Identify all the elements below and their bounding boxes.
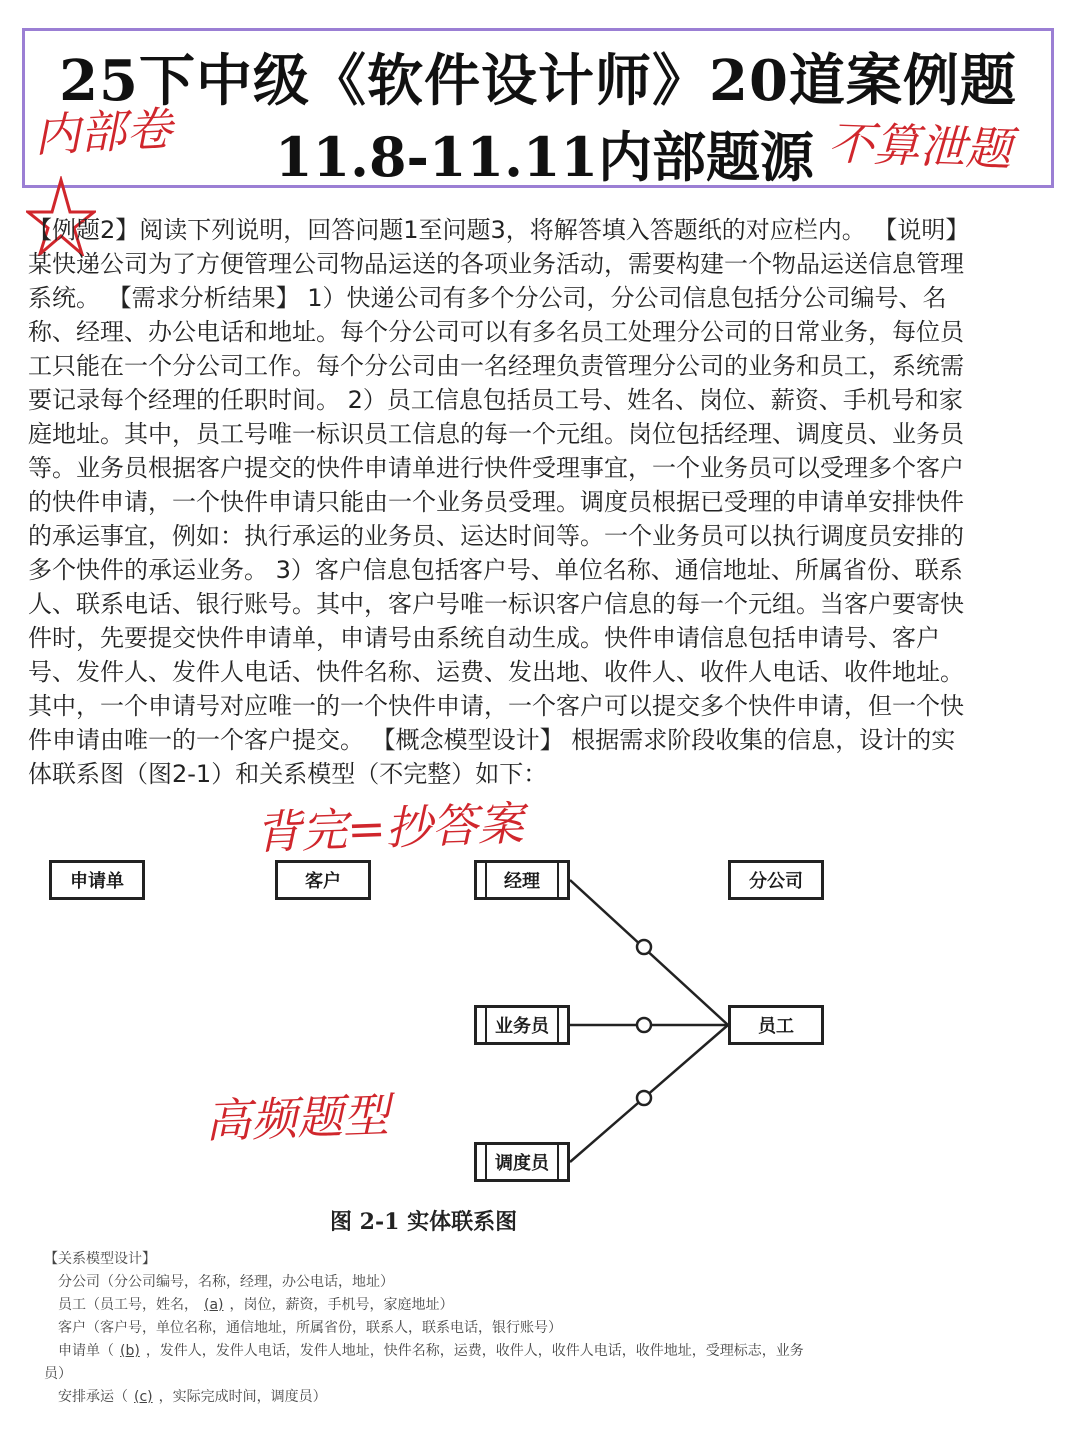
relation-prefix: 分公司（分公司编号，名称，经理，办公电话，地址）	[58, 1274, 394, 1290]
relation-row	[44, 1386, 944, 1409]
entity-salesman: 业务员	[474, 1005, 570, 1045]
handwritten-note-right: 不算泄题	[827, 115, 1013, 177]
entity-customer: 客户	[275, 860, 371, 900]
relation-prefix: 员）	[44, 1366, 72, 1382]
entity-application: 申请单	[49, 860, 145, 900]
text-line: 庭地址。其中，员工号唯一标识员工信息的每一个元组。岗位包括经理、调度员、业务员	[28, 420, 964, 448]
text-line: 体联系图（图2-1）和关系模型（不完整）如下：	[28, 760, 548, 788]
answer-blank: (c)	[134, 1389, 153, 1405]
entity-manager: 经理	[474, 860, 570, 900]
handwritten-note-left: 内部卷	[32, 101, 174, 163]
text-line: 称、经理、办公电话和地址。每个分公司可以有多名员工处理分公司的日常业务，每位员	[28, 318, 964, 346]
relation-suffix: ，实际完成时间，调度员）	[158, 1389, 327, 1405]
answer-blank: (a)	[204, 1297, 224, 1313]
entity-employee: 员工	[728, 1005, 824, 1045]
text-line: 【例题2】阅读下列说明，回答问题1至问题3，将解答填入答题纸的对应栏内。 【说明】	[28, 216, 970, 244]
problem-statement	[28, 213, 1052, 791]
relation-prefix: 客户（客户号，单位名称，通信地址，所属省份，联系人，联系电话，银行账号）	[58, 1320, 562, 1336]
answer-blank: (b)	[120, 1343, 140, 1359]
relation-row	[44, 1363, 944, 1386]
text-line: 系统。 【需求分析结果】 1）快递公司有多个分公司，分公司信息包括分公司编号、名	[28, 284, 947, 312]
text-line: 件时，先要提交快件申请单，申请号由系统自动生成。快件申请信息包括申请号、客户	[28, 624, 940, 652]
text-line: 多个快件的承运业务。 3）客户信息包括客户号、单位名称、通信地址、所属省份、联系	[28, 556, 963, 584]
text-line: 某快递公司为了方便管理公司物品运送的各项业务活动，需要构建一个物品运送信息管理	[28, 250, 964, 278]
relation-row	[44, 1317, 944, 1340]
figure-caption: 图 2-1 实体联系图	[330, 1209, 518, 1235]
entity-branch: 分公司	[728, 860, 824, 900]
text-line: 号、发件人、发件人电话、快件名称、运费、发出地、收件人、收件人电话、收件地址。	[28, 658, 964, 686]
relation-row	[44, 1294, 944, 1317]
relation-prefix: 安排承运（	[58, 1389, 128, 1405]
text-line: 等。业务员根据客户提交的快件申请单进行快件受理事宜，一个业务员可以受理多个客户	[28, 454, 964, 482]
er-diagram	[0, 840, 1080, 1200]
text-line: 人、联系电话、银行账号。其中，客户号唯一标识客户信息的每一个元组。当客户要寄快	[28, 590, 964, 618]
handwritten-note-frequency: 高频题型	[204, 1087, 390, 1149]
handwritten-note-middle: 背完=抄答案	[254, 796, 525, 860]
text-line: 要记录每个经理的任职时间。 2）员工信息包括员工号、姓名、岗位、薪资、手机号和家	[28, 386, 963, 414]
text-line: 的承运事宜，例如：执行承运的业务员、运达时间等。一个业务员可以执行调度员安排的	[28, 522, 964, 550]
entity-dispatcher: 调度员	[474, 1142, 570, 1182]
text-line: 其中，一个申请号对应唯一的一个快件申请，一个客户可以提交多个快件申请，但一个快	[28, 692, 964, 720]
text-line: 件申请由唯一的一个客户提交。 【概念模型设计】 根据需求阶段收集的信息，设计的实	[28, 726, 956, 754]
relation-suffix: ，岗位，薪资，手机号，家庭地址）	[229, 1297, 454, 1313]
relation-suffix: ，发件人，发件人电话，发件人地址，快件名称，运费，收件人，收件人电话，收件地址，受理标志，业务	[145, 1343, 804, 1359]
text-line: 的快件申请，一个快件申请只能由一个业务员受理。调度员根据已受理的申请单安排快件	[28, 488, 964, 516]
relational-heading: 【关系模型设计】	[44, 1251, 156, 1267]
relation-row	[44, 1340, 944, 1363]
text-line: 工只能在一个分公司工作。每个分公司由一名经理负责管理分公司的业务和员工，系统需	[28, 352, 964, 380]
relational-model	[44, 1248, 944, 1409]
relation-prefix: 申请单（	[58, 1343, 114, 1359]
page-subtitle: 11.8-11.11内部题源	[275, 125, 815, 189]
relation-prefix: 员工（员工号，姓名，	[58, 1297, 198, 1313]
relation-row	[44, 1271, 944, 1294]
page-title: 25下中级《软件设计师》20道案例题	[59, 48, 1017, 114]
